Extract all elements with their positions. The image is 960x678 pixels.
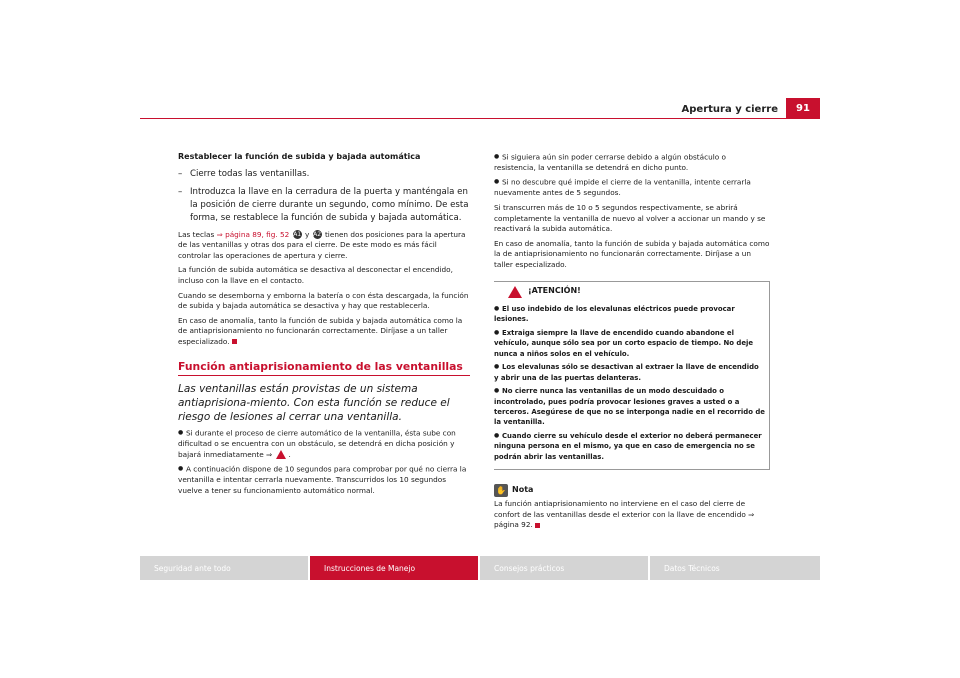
bullet-icon	[494, 328, 502, 339]
bullet-text: Si siguiera aún sin poder cerrarse debido a algún obstáculo o resistencia, la ventanilla se detendrá en dicho punto.	[494, 152, 727, 172]
paragraph-keys	[178, 230, 470, 262]
subheading-reset-auto: Restablecer la función de subida y bajada automática	[178, 152, 421, 161]
step-text: Cierre todas las ventanillas.	[190, 168, 310, 179]
bullet-text: Si durante el proceso de cierre automático de la ventanilla, ésta sube con dificultad o se encuentra con un obstáculo, se detendrá en dicha posición y bajará inmediatamente ⇒	[178, 428, 456, 459]
header-divider	[140, 118, 820, 119]
bullet-icon	[178, 464, 186, 475]
bullet-icon	[494, 152, 502, 163]
note-header	[494, 484, 770, 497]
warning-text: Los elevalunas sólo se desactivan al extraer la llave de encendido y abrir una de las puertas delanteras.	[494, 363, 759, 382]
step-dash: –	[178, 186, 183, 197]
paragraph: La función de subida automática se desactiva al desconectar el encendido, incluso con la llave en el contacto.	[178, 265, 453, 285]
text-fragment: tienen dos posiciones para la apertura de las ventanillas y otras dos para el cierre. De este modo es más fácil controlar las operaciones de apertura y cierre.	[178, 229, 466, 260]
bullet-icon	[494, 386, 502, 397]
warning-item	[494, 362, 765, 383]
warning-header	[494, 282, 765, 304]
key-a2-badge: A2	[313, 231, 322, 239]
bullet-icon	[178, 428, 186, 439]
warning-text: Cuando cierre su vehículo desde el exterior no deberá permanecer ninguna persona en el mismo, ya que en caso de emergencia no se podrán abrir las ventanillas.	[494, 432, 762, 461]
note-text	[494, 499, 770, 531]
text-fragment: Las teclas	[178, 229, 217, 239]
footer-tab-consejos[interactable]: Consejos prácticos	[480, 556, 648, 580]
bullet-item	[494, 177, 770, 198]
warning-item	[494, 431, 765, 462]
warning-item	[494, 328, 765, 359]
text-fragment: En caso de anomalía, tanto la función de subida y bajada automática como la de antiaprisionamiento no funcionarán correctamente. Diríjase a un taller especializado.	[178, 315, 463, 346]
bullet-icon	[494, 304, 502, 315]
footer-tab-datos[interactable]: Datos Técnicos	[650, 556, 820, 580]
step-text: Introduzca la llave en la cerradura de la puerta y manténgala en la posición de cierre durante un segundo, como mínimo. De esta forma, se restablece la función de subida y bajada automática.	[190, 186, 469, 223]
right-column	[494, 152, 770, 535]
warning-text: Extraiga siempre la llave de encendido cuando abandone el vehículo, aunque sólo sea por un corto espacio de tiempo. No deje nunca a niños solos en el vehículo.	[494, 328, 754, 358]
bullet-item	[178, 428, 470, 460]
note-hand-icon: ✋	[494, 484, 508, 497]
bullet-item	[178, 464, 470, 496]
text-fragment: La función antiaprisionamiento no interviene en el caso del cierre de confort de las ventanillas desde el exterior con la llave de encendido ⇒ página 92.	[494, 499, 755, 530]
step-item	[178, 186, 470, 225]
paragraph: Cuando se desemborna y emborna la batería o con ésta descargada, la función de subida y bajada automática se desactiva y hay que restablecerla.	[178, 290, 469, 311]
footer-tab-seguridad[interactable]: Seguridad ante todo	[140, 556, 308, 580]
footer-tab-instrucciones[interactable]: Instrucciones de Manejo	[310, 556, 478, 580]
end-mark-icon	[535, 523, 540, 528]
bullet-item	[494, 152, 770, 173]
section-title: Función antiaprisionamiento de las ventanillas	[178, 359, 463, 373]
paragraph: Si transcurren más de 10 o 5 segundos respectivamente, se abrirá completamente la ventanilla de nuevo al volver a accionar un mando y se reactivará la subida automática.	[494, 202, 766, 234]
bullet-icon	[494, 177, 502, 188]
bullet-icon	[494, 431, 502, 442]
bullet-icon	[494, 362, 502, 373]
page-header-title: Apertura y cierre	[681, 104, 778, 115]
text-fragment: .	[288, 449, 291, 459]
end-mark-icon	[232, 339, 237, 344]
step-dash: –	[178, 168, 183, 179]
step-item	[178, 168, 470, 181]
page-link-89[interactable]: ⇒ página 89, fig. 52	[216, 229, 290, 239]
text-fragment: y	[302, 229, 312, 239]
warning-text: El uso indebido de los elevalunas eléctricos puede provocar lesiones.	[494, 304, 735, 324]
key-a1-badge: A1	[293, 231, 302, 239]
page-number-badge: 91	[786, 98, 820, 118]
warning-box	[494, 281, 770, 471]
warning-item	[494, 304, 765, 325]
bullet-text: A continuación dispone de 10 segundos para comprobar por qué no cierra la ventanilla e intentar cerrarla nuevamente. Transcurridos los 10 segundos vuelve a tener su funcionamiento automático normal.	[178, 464, 467, 495]
warning-triangle-icon	[508, 286, 522, 298]
bullet-text: Si no descubre qué impide el cierre de la ventanilla, intente cerrarla nuevamente antes de 5 segundos.	[494, 177, 751, 198]
warning-text: No cierre nunca las ventanillas de un modo descuidado o incontrolado, pues podría provocar lesiones graves a usted o a terceros. Asegúrese de que no se interponga nadie en el recorrido de la ventanilla.	[494, 387, 765, 427]
warning-item	[494, 386, 765, 428]
section-intro: Las ventanillas están provistas de un sistema antiaprisiona-miento. Con esta función se reduce el riesgo de lesiones al cerrar una ventanilla.	[178, 383, 450, 424]
paragraph: En caso de anomalía, tanto la función de subida y bajada automática como la de antiaprisionamiento no funcionarán correctamente. Diríjase a un taller especializado.	[494, 238, 770, 269]
section-divider	[178, 375, 470, 376]
paragraph	[178, 316, 470, 348]
note-title: Nota	[512, 485, 534, 495]
warning-triangle-icon[interactable]	[276, 450, 286, 459]
warning-title: ¡ATENCIÓN!	[528, 286, 581, 296]
left-column	[178, 152, 470, 500]
